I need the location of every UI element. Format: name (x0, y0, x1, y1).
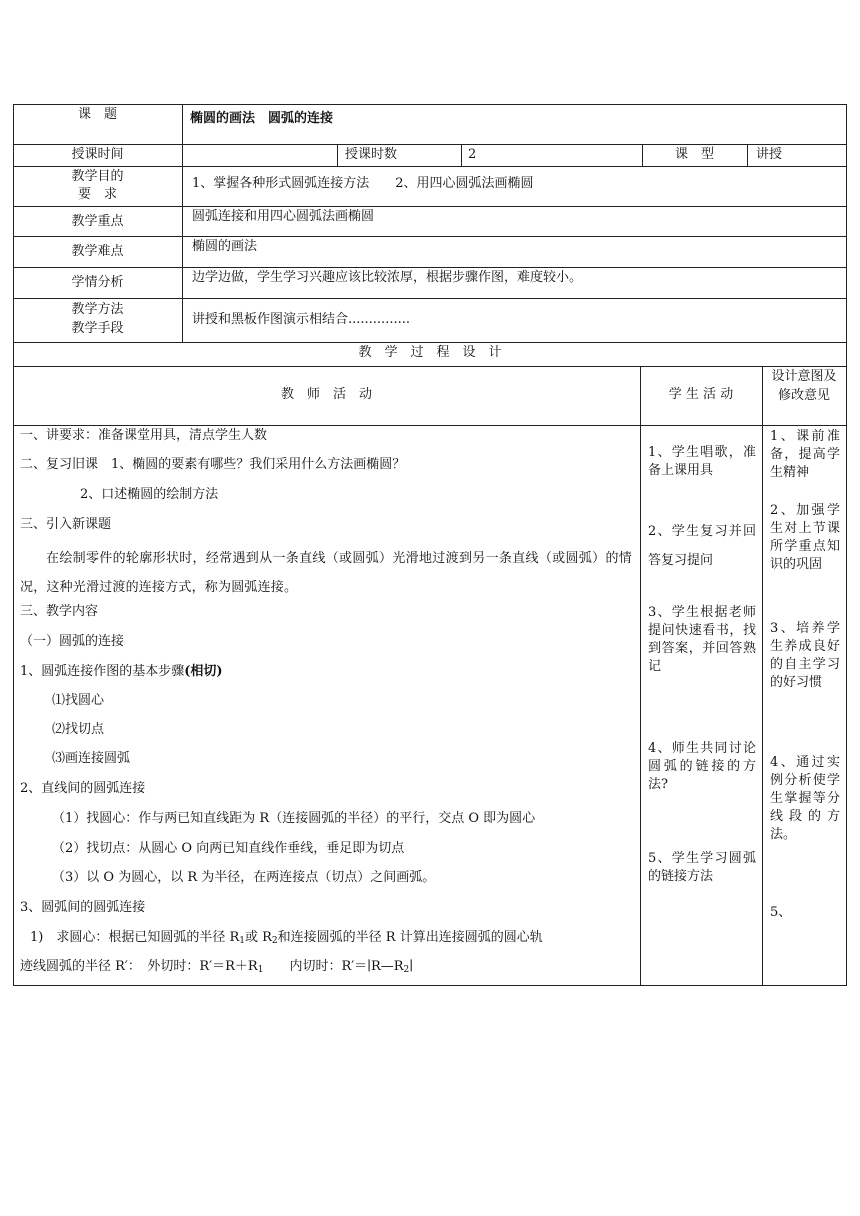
teacher-line: （3）以 O 为圆心，以 R 为半径，在两连接点（切点）之间画弧。 (52, 870, 436, 885)
teacher-line: ⑶画连接圆弧 (52, 751, 131, 766)
intent-column-header: 设计意图及修改意见 (771, 369, 837, 403)
analysis-label: 学情分析 (71, 275, 124, 290)
hours-label: 授课时数 (345, 147, 398, 162)
goal-value: 1、掌握各种形式圆弧连接方法 2、用四心圆弧法画椭圆 (192, 176, 534, 191)
teacher-line: （2）找切点：从圆心 O 向两已知直线作垂线，垂足即为切点 (52, 841, 405, 856)
method-label-line2: 教学手段 (71, 321, 124, 336)
teacher-line: 三、教学内容 (20, 604, 99, 619)
key-value: 圆弧连接和用四心圆弧法画椭圆 (192, 209, 375, 224)
intent-item: 3、培养学生养成良好的自主学习的好习惯 (770, 621, 840, 690)
teacher-line: 2、直线间的圆弧连接 (20, 781, 146, 796)
intent-item: 2、加强学生对上节课所学重点知识的巩固 (770, 503, 840, 572)
topic-value: 椭圆的画法 圆弧的连接 (190, 111, 334, 126)
type-label: 课 型 (674, 147, 714, 162)
teacher-line: 迹线圆弧的半径 R′： 外切时：$R'=R+R_1$ 内切时：$R'=∣R—R_2∣$ (20, 959, 414, 975)
type-value: 讲授 (756, 147, 783, 162)
student-item: 5、学生学习圆弧的链接方法 (648, 851, 756, 884)
process-title: 教 学 过 程 设 计 (358, 345, 502, 360)
teacher-line: 1) 求圆心：根据已知圆弧的半径 $R_1$或 $R_2$和连接圆弧的半径 R 计算出连接圆弧的圆心轨 (30, 930, 543, 946)
teacher-line: 一、讲要求：准备课堂用具，清点学生人数 (20, 428, 268, 443)
teacher-line: 3、圆弧间的圆弧连接 (20, 900, 146, 915)
method-value: 讲授和黑板作图演示相结合............... (192, 312, 410, 327)
intent-item: 4、通过实例分析使学生掌握等分线段的方法。 (770, 755, 840, 842)
student-item: 2、学生复习并回答复习提问 (648, 524, 756, 568)
teacher-line: 1、圆弧连接作图的基本步骤(相切) (20, 664, 223, 679)
intent-item: 1、课前准备，提高学生精神 (770, 429, 840, 480)
student-item: 1、学生唱歌，准备上课用具 (648, 445, 756, 478)
teacher-line: （1）找圆心：作与两已知直线距为 R（连接圆弧的半径）的平行，交点 O 即为圆心 (52, 811, 536, 826)
key-label: 教学重点 (71, 214, 124, 229)
student-item: 3、学生根据老师提问快速看书，找到答案，并回答熟记 (648, 605, 756, 674)
hours-value: 2 (468, 147, 477, 162)
teacher-line: ⑵找切点 (52, 722, 105, 737)
teacher-line: 2、口述椭圆的绘制方法 (80, 487, 219, 502)
topic-label: 课 题 (77, 107, 117, 122)
teacher-line: （一）圆弧的连接 (20, 634, 125, 649)
student-column-header: 学 生 活 动 (668, 387, 734, 402)
goal-label-line1: 教学目的 (71, 169, 124, 184)
teacher-column-header: 教 师 活 动 (280, 387, 372, 402)
student-item: 4、师生共同讨论圆弧的链接的方法? (648, 741, 756, 792)
teacher-line: 三、引入新课题 (20, 517, 112, 532)
difficulty-label: 教学难点 (71, 244, 124, 259)
teacher-paragraph: 在绘制零件的轮廓形状时，经常遇到从一条直线（或圆弧）光滑地过渡到另一条直线（或圆弧）的情况，这种光滑过渡的连接方式，称为圆弧连接。 (20, 551, 632, 595)
time-label: 授课时间 (71, 147, 124, 162)
analysis-value: 边学边做，学生学习兴趣应该比较浓厚，根据步骤作图，难度较小。 (192, 270, 583, 285)
teacher-line: 二、复习旧课 1、椭圆的要素有哪些？我们采用什么方法画椭圆？ (20, 457, 406, 472)
method-label-line1: 教学方法 (71, 302, 124, 317)
teacher-line: ⑴找圆心 (52, 693, 105, 708)
difficulty-value: 椭圆的画法 (192, 239, 258, 254)
goal-label-line2: 要 求 (77, 187, 117, 202)
intent-item: 5、 (770, 905, 792, 920)
